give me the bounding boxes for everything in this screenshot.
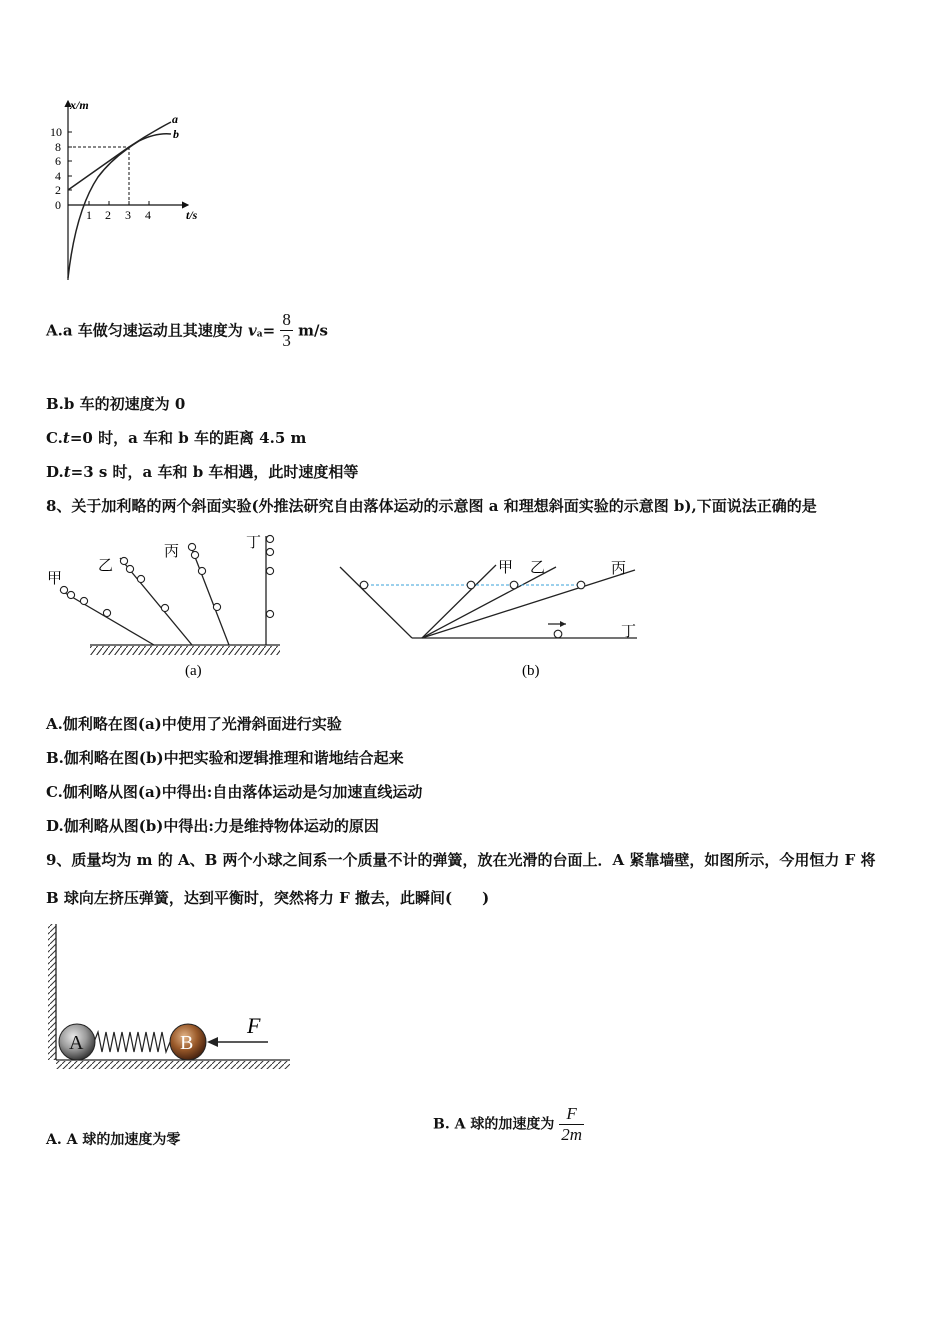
q9-option-b-fraction — [559, 1104, 584, 1145]
curve-b — [68, 134, 171, 278]
q7-option-c-text: =0 时，a 车和 b 车的距离 4.5 m — [69, 429, 307, 447]
q7-option-d-var: t — [63, 463, 71, 481]
q8-option-a: A.伽利略在图(a)中使用了光滑斜面进行实验 — [46, 715, 342, 733]
x-tick-label: 3 — [125, 208, 131, 222]
label-bing: 丙 — [611, 561, 627, 577]
q7-option-b: B.b 车的初速度为 0 — [46, 395, 186, 413]
force-arrowhead — [207, 1037, 218, 1047]
fraction-numerator: F — [566, 1104, 577, 1123]
q8-figure-b — [330, 540, 650, 685]
q7-option-c-var: t — [62, 429, 70, 447]
wall-hatch — [48, 924, 56, 1060]
line-label-a: a — [172, 112, 178, 126]
label-yi: 乙 — [98, 558, 114, 574]
x-tick-label: 2 — [105, 208, 111, 222]
fraction-numerator: 8 — [282, 310, 291, 329]
fraction-denominator: 3 — [282, 331, 291, 350]
figure-a-caption: (a) — [185, 663, 202, 679]
incline-bing — [190, 544, 229, 645]
incline-yi — [422, 567, 556, 638]
q8-option-b: B.伽利略在图(b)中把实验和逻辑推理和谐地结合起来 — [46, 749, 404, 767]
q7-xt-graph — [38, 95, 218, 285]
label-bing: 丙 — [164, 544, 180, 560]
q9-stem-line2: B 球向左挤压弹簧，达到平衡时，突然将力 F 撤去，此瞬间( ) — [46, 889, 490, 907]
motion-arrowhead — [560, 621, 566, 627]
label-ding: 丁 — [246, 535, 262, 551]
q8-figure-a — [42, 528, 292, 683]
line-label-b: b — [173, 127, 179, 141]
q7-option-a-prefix: A.a 车做匀速运动且其速度为 — [46, 321, 249, 340]
q7-option-a-unit: m/s — [292, 321, 328, 340]
x-tick-label: 4 — [145, 208, 151, 222]
ground-hatch — [90, 646, 280, 655]
label-yi: 乙 — [530, 560, 546, 576]
ball-b-label: B — [180, 1032, 194, 1054]
q7-option-d-text: =3 s 时，a 车和 b 车相遇，此时速度相等 — [70, 463, 359, 481]
q9-option-a: A. A 球的加速度为零 — [46, 1132, 181, 1148]
y-tick-label: 4 — [55, 169, 61, 183]
q8-option-c: C.伽利略从图(a)中得出:自由落体运动是匀加速直线运动 — [46, 783, 423, 801]
label-ding: 丁 — [621, 624, 637, 640]
q9-option-b — [433, 1104, 584, 1145]
floor-hatch — [56, 1061, 290, 1069]
line-a — [68, 122, 171, 190]
incline-left — [340, 567, 412, 638]
q9-spring-figure — [44, 920, 294, 1075]
figure-b-caption: (b) — [522, 663, 540, 679]
q7-option-d-pre: D. — [46, 463, 64, 481]
force-label: F — [247, 1013, 261, 1038]
q8-stem: 8、关于加利略的两个斜面实验(外推法研究自由落体运动的示意图 a 和理想斜面实验的示意图 b),下面说法正确的是 — [46, 497, 817, 515]
q7-option-c — [46, 428, 306, 448]
q7-option-a-var: v — [248, 321, 257, 340]
incline-jia — [422, 565, 496, 638]
label-jia: 甲 — [47, 571, 63, 587]
ball-a-label: A — [69, 1032, 84, 1054]
y-axis-label: x/m — [70, 98, 89, 112]
x-axis-label: t/s — [186, 208, 198, 222]
q7-option-a-eq: = — [262, 321, 276, 340]
y-tick-label: 6 — [55, 154, 61, 168]
incline-bing — [422, 570, 635, 638]
fraction-denominator: 2m — [561, 1125, 582, 1144]
y-tick-label: 0 — [55, 198, 61, 212]
spring — [94, 1032, 170, 1052]
q9-option-b-prefix: B. A 球的加速度为 — [433, 1116, 560, 1133]
q7-option-c-pre: C. — [46, 429, 63, 447]
q7-option-a — [46, 310, 328, 351]
q9-stem-line1: 9、质量均为 m 的 A、B 两个小球之间系一个质量不计的弹簧，放在光滑的台面上．A 紧靠墙壁，如图所示，今用恒力 F 将 — [46, 851, 876, 869]
y-tick-label: 2 — [55, 183, 61, 197]
incline-jia — [60, 590, 154, 645]
y-tick-label: 10 — [50, 125, 62, 139]
q7-option-d — [46, 462, 358, 482]
q7-option-a-fraction — [280, 310, 293, 351]
y-tick-label: 8 — [55, 140, 61, 154]
x-tick-label: 1 — [86, 208, 92, 222]
q8-option-d: D.伽利略从图(b)中得出:力是维持物体运动的原因 — [46, 817, 379, 835]
q7-option-a-sub: a — [256, 329, 263, 340]
label-jia: 甲 — [498, 560, 514, 576]
